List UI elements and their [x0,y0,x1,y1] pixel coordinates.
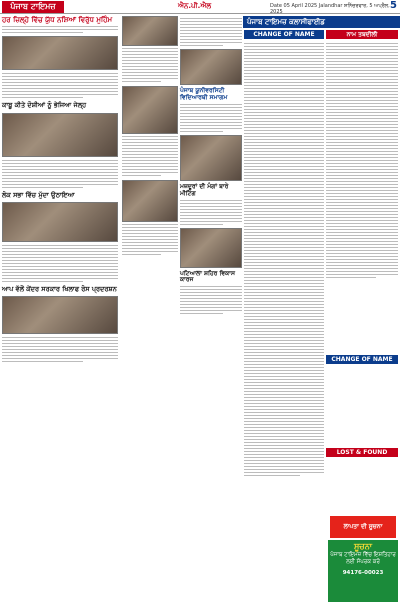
notice-title: ਸੂਚਨਾ [353,542,372,551]
lost-found-title: LOST & FOUND [326,448,398,457]
notice-text: ਪੰਜਾਬ ਟਾਇਮਜ਼ ਵਿੱਚ ਇਸ਼ਤਿਹਾਰ ਲਈ ਸੰਪਰਕ ਕਰੋ [330,552,396,565]
middle-headline-2: ਮਜ਼ਦੂਰਾਂ ਦੀ ਮੰਗਾਂ ਬਾਰੇ ਮੀਟਿੰਗ [180,182,229,197]
notice-box [328,540,398,602]
middle-headline-1: ਪੰਜਾਬ ਯੂਨੀਵਰਸਿਟੀ ਵਿਦਿਆਰਥੀ ਸਮਾਗਮ [180,87,228,101]
ad-box: ਲਾਪਤਾ ਦੀ ਸੂਚਨਾ [330,516,396,538]
photo-7 [122,180,178,222]
photo-5 [122,16,178,46]
classified-right-col [326,41,398,280]
photo-6 [122,86,178,134]
middle-column [180,16,242,316]
headline-4: ਆਪ ਵੱਲੋਂ ਕੇਂਦਰ ਸਰਕਾਰ ਖਿਲਾਫ ਰੋਸ ਪ੍ਰਦਰਸ਼ਨ [2,284,117,293]
headline-1: ਹਰ ਜ਼ਿਲ੍ਹੇ ਵਿੱਚ ਯੁੱਧ ਨਸ਼ਿਆਂ ਵਿਰੁੱਧ ਮੁਹਿੰਮ [2,16,113,24]
headline-2: ਕਾਬੂ ਕੀਤੇ ਦੋਸ਼ੀਆਂ ਨੂੰ ਭੇਜਿਆ ਜੇਲ੍ਹ [2,101,87,110]
photo-4 [2,296,118,334]
change-of-name-title: CHANGE OF NAME [244,30,324,39]
photo-9 [180,135,242,181]
classified-header: ਪੰਜਾਬ ਟਾਇਮਜ਼ ਕਲਾਸੀਫਾਈਡ [243,16,400,28]
headline-3: ਲੋਕ ਸਭਾ ਵਿੱਚ ਮੁੱਦਾ ਉਠਾਇਆ [2,190,75,199]
middle-headline-3: ਪਟਿਆਲਾ ਸ਼ਹਿਰ ਵਿਕਾਸ ਕਾਰਜ [180,269,235,284]
dateline: Date 05 April 2025 Jalandhar ਸ਼ਨਿੱਚਰਵਾਰ, 5 ਅਪ੍ਰੈਲ, 2025 [270,3,390,15]
photo-3 [2,202,118,242]
change-of-name-title-2: CHANGE OF NAME [326,355,398,364]
name-change-title: ਨਾਮ ਤਬਦੀਲੀ [326,30,398,39]
photo-8 [180,49,242,85]
left-column [2,16,118,364]
photo-2 [2,113,118,157]
brand-logo: ਪੰਜਾਬ ਟਾਇਮਜ਼ [2,1,64,13]
page-number: 5 [390,0,397,11]
classified-left-col [244,41,324,478]
center-left-column [122,16,178,257]
photo-1 [2,36,118,70]
masthead [0,0,400,14]
photo-10 [180,228,242,268]
section-label: ਐਨ.ਪੀ.ਐਲ [178,2,212,10]
notice-phone: 94176-00023 [342,570,384,576]
